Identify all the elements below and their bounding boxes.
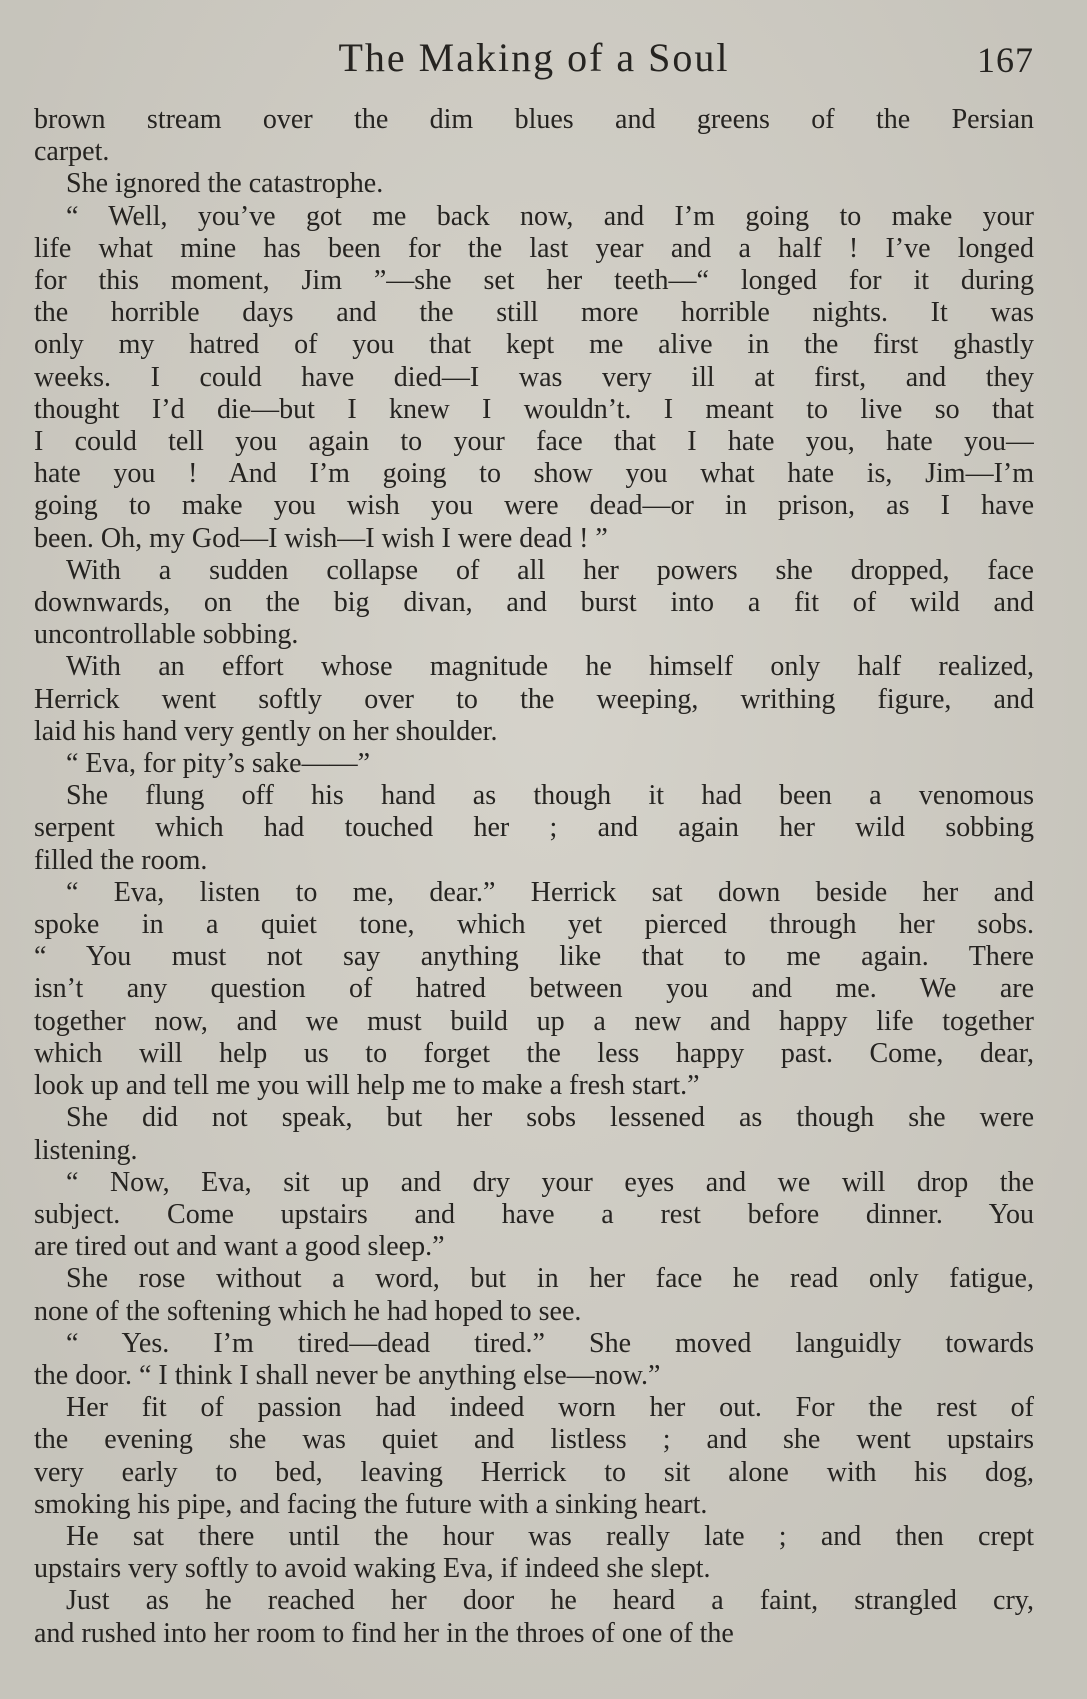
text-line: downwards, on the big divan, and burst into a fit of wild and	[34, 587, 1034, 619]
text-line: thought I’d die—but I knew I wouldn’t. I meant to live so that	[34, 393, 1034, 425]
text-line: laid his hand very gently on her shoulder.	[34, 715, 498, 747]
text-line: She ignored the catastrophe.	[66, 168, 384, 200]
paragraph	[34, 168, 1034, 200]
text-line: weeks. I could have died—I was very ill at first, and they	[34, 361, 1034, 393]
text-line: “ Well, you’ve got me back now, and I’m going to make your	[66, 200, 1034, 232]
text-line: isn’t any question of hatred between you and me. We are	[34, 973, 1034, 1005]
text-line: Her fit of passion had indeed worn her out. For the rest of	[66, 1392, 1034, 1424]
text-line: “ Yes. I’m tired—dead tired.” She moved languidly towards	[66, 1327, 1034, 1359]
text-line: She did not speak, but her sobs lessened as though she were	[66, 1102, 1034, 1134]
text-line: serpent which had touched her ; and again her wild sobbing	[34, 812, 1034, 844]
text-line: smoking his pipe, and facing the future with a sinking heart.	[34, 1488, 708, 1520]
paragraph	[34, 1167, 1034, 1264]
text-line: Herrick went softly over to the weeping, writhing figure, and	[34, 683, 1034, 715]
text-line: filled the room.	[34, 844, 208, 876]
text-line: subject. Come upstairs and have a rest before dinner. You	[34, 1198, 1034, 1230]
text-line: together now, and we must build up a new and happy life together	[34, 1005, 1034, 1037]
text-line: are tired out and want a good sleep.”	[34, 1231, 445, 1263]
page-number: 167	[977, 40, 1034, 80]
text-line: the horrible days and the still more horrible nights. It was	[34, 297, 1034, 329]
paragraph	[34, 1328, 1034, 1392]
text-line: the evening she was quiet and listless ; and she went upstairs	[34, 1424, 1034, 1456]
text-line: He sat there until the hour was really late ; and then crept	[66, 1520, 1034, 1552]
text-line: only my hatred of you that kept me alive in the first ghastly	[34, 329, 1034, 361]
text-line: upstairs very softly to avoid waking Eva, if indeed she slept.	[34, 1553, 711, 1585]
text-line: been. Oh, my God—I wish—I wish I were dead ! ”	[34, 522, 608, 554]
paragraph	[34, 1521, 1034, 1585]
text-line: which will help us to forget the less happy past. Come, dear,	[34, 1037, 1034, 1069]
text-line: none of the softening which he had hoped to see.	[34, 1295, 582, 1327]
text-line: With a sudden collapse of all her powers she dropped, face	[66, 554, 1034, 586]
text-line: carpet.	[34, 136, 110, 168]
text-line: “ Eva, for pity’s sake——”	[66, 748, 371, 780]
text-line: for this moment, Jim ”—she set her teeth—“ longed for it during	[34, 265, 1034, 297]
text-line: very early to bed, leaving Herrick to sit alone with his dog,	[34, 1456, 1034, 1488]
paragraph	[34, 104, 1034, 168]
text-line: life what mine has been for the last year and a half ! I’ve longed	[34, 232, 1034, 264]
text-line: She flung off his hand as though it had been a venomous	[66, 780, 1034, 812]
text-line: Just as he reached her door he heard a faint, strangled cry,	[66, 1585, 1034, 1617]
paragraph	[34, 780, 1034, 877]
text-line: spoke in a quiet tone, which yet pierced through her sobs.	[34, 909, 1034, 941]
text-line: She rose without a word, but in her face he read only fatigue,	[66, 1263, 1034, 1295]
text-line: hate you ! And I’m going to show you what hate is, Jim—I’m	[34, 458, 1034, 490]
text-line: look up and tell me you will help me to make a fresh start.”	[34, 1070, 700, 1102]
text-line: “ Eva, listen to me, dear.” Herrick sat down beside her and	[66, 876, 1034, 908]
paragraph	[34, 651, 1034, 748]
body-text	[34, 104, 1034, 1650]
paragraph	[34, 201, 1034, 555]
text-line: brown stream over the dim blues and greens of the Persian	[34, 104, 1034, 135]
paragraph	[34, 555, 1034, 652]
text-line: I could tell you again to your face that I hate you, hate you—	[34, 426, 1034, 458]
page-header	[34, 30, 1034, 86]
paragraph	[34, 1102, 1034, 1166]
text-line: the door. “ I think I shall never be anything else—now.”	[34, 1359, 661, 1391]
paragraph	[34, 1392, 1034, 1521]
text-line: “ You must not say anything like that to me again. There	[34, 941, 1034, 973]
text-line: “ Now, Eva, sit up and dry your eyes and we will drop the	[66, 1166, 1034, 1198]
paragraph	[34, 877, 1034, 1102]
text-line: and rushed into her room to find her in the throes of one of the	[34, 1617, 734, 1649]
text-line: uncontrollable sobbing.	[34, 619, 299, 651]
paragraph	[34, 748, 1034, 780]
text-line: listening.	[34, 1134, 138, 1166]
paragraph	[34, 1263, 1034, 1327]
text-line: With an effort whose magnitude he himself only half realized,	[66, 651, 1034, 683]
running-title: The Making of a Soul	[338, 35, 730, 80]
text-line: going to make you wish you were dead—or in prison, as I have	[34, 490, 1034, 522]
paragraph	[34, 1585, 1034, 1649]
